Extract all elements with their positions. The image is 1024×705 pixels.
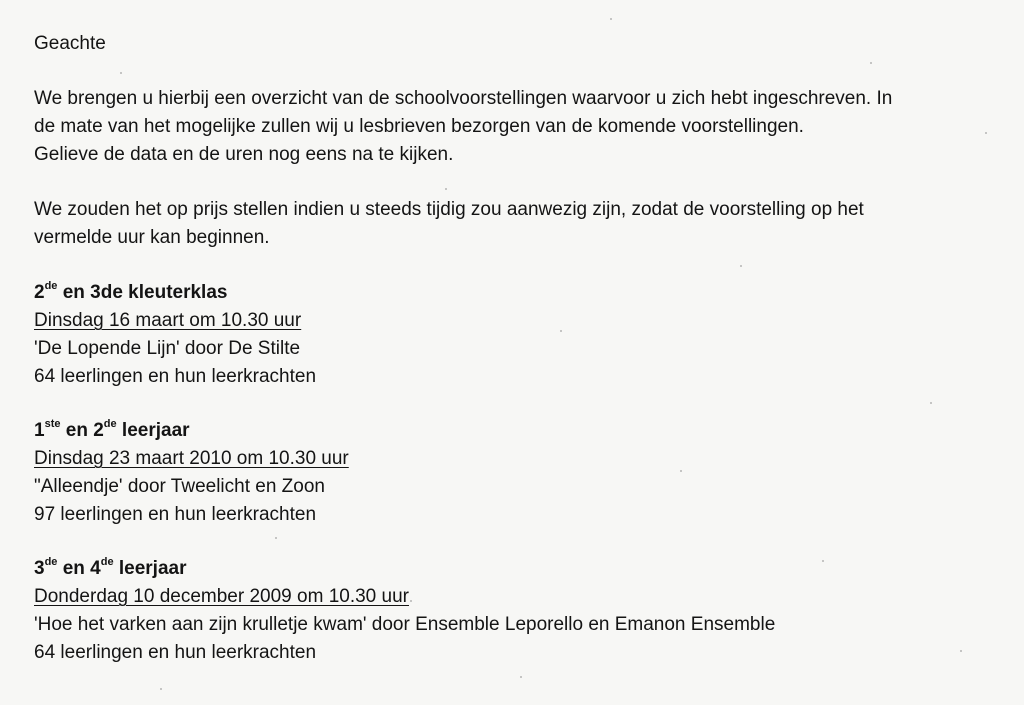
scan-speck [740, 265, 742, 267]
scan-speck [610, 18, 612, 20]
performance-heading: 3de en 4de leerjaar [34, 556, 187, 579]
scan-speck [985, 132, 987, 134]
scan-speck [410, 600, 412, 602]
performance-title: 'De Lopende Lijn' door De Stilte [34, 338, 301, 359]
spacer [34, 169, 1009, 196]
spacer [34, 391, 1009, 417]
intro-line-2: de mate van het mogelijke zullen wij u lesbrieven bezorgen van de komende voorstellingen. [34, 116, 804, 137]
request-line-1: We zouden het op prijs stellen indien u steeds tijdig zou aanwezig zijn, zodat de voorstelling op het [34, 199, 864, 220]
scan-speck [870, 62, 872, 64]
scan-speck [445, 188, 447, 190]
performance-date: Dinsdag 23 maart 2010 om 10.30 uur [34, 448, 349, 469]
performance-heading: 1ste en 2de leerjaar [34, 418, 190, 441]
performance-audience: 97 leerlingen en hun leerkrachten [34, 504, 317, 525]
performance-audience: 64 leerlingen en hun leerkrachten [34, 642, 317, 663]
scan-speck [960, 650, 962, 652]
scan-speck [822, 560, 824, 562]
performance-block [34, 555, 1009, 667]
scan-speck [520, 676, 522, 678]
scan-speck [560, 330, 562, 332]
performance-block [34, 417, 1009, 529]
scan-speck [160, 688, 162, 690]
intro-line-3: Gelieve de data en de uren nog eens na te kijken. [34, 144, 454, 165]
performance-title: 'Hoe het varken aan zijn krulletje kwam' door Ensemble Leporello en Emanon Ensemble [34, 614, 776, 635]
intro-line-1: We brengen u hierbij een overzicht van de schoolvoorstellingen waarvoor u zich hebt ingeschreven. In [34, 88, 893, 109]
performance-heading: 2de en 3de kleuterklas [34, 280, 228, 303]
intro-paragraph [34, 85, 1009, 169]
performance-date: Dinsdag 16 maart om 10.30 uur [34, 310, 302, 331]
scan-speck [275, 537, 277, 539]
spacer [34, 58, 1009, 85]
scan-speck [680, 470, 682, 472]
performance-block [34, 279, 1009, 391]
request-paragraph [34, 196, 1009, 252]
performance-date: Donderdag 10 december 2009 om 10.30 uur [34, 586, 409, 607]
letter-page [34, 30, 1009, 667]
spacer [34, 529, 1009, 555]
request-line-2: vermelde uur kan beginnen. [34, 227, 270, 248]
scan-speck [120, 72, 122, 74]
salutation: Geachte [34, 33, 106, 54]
scan-speck [930, 402, 932, 404]
spacer [34, 252, 1009, 279]
performance-title: "Alleendje' door Tweelicht en Zoon [34, 476, 325, 497]
performance-audience: 64 leerlingen en hun leerkrachten [34, 366, 317, 387]
